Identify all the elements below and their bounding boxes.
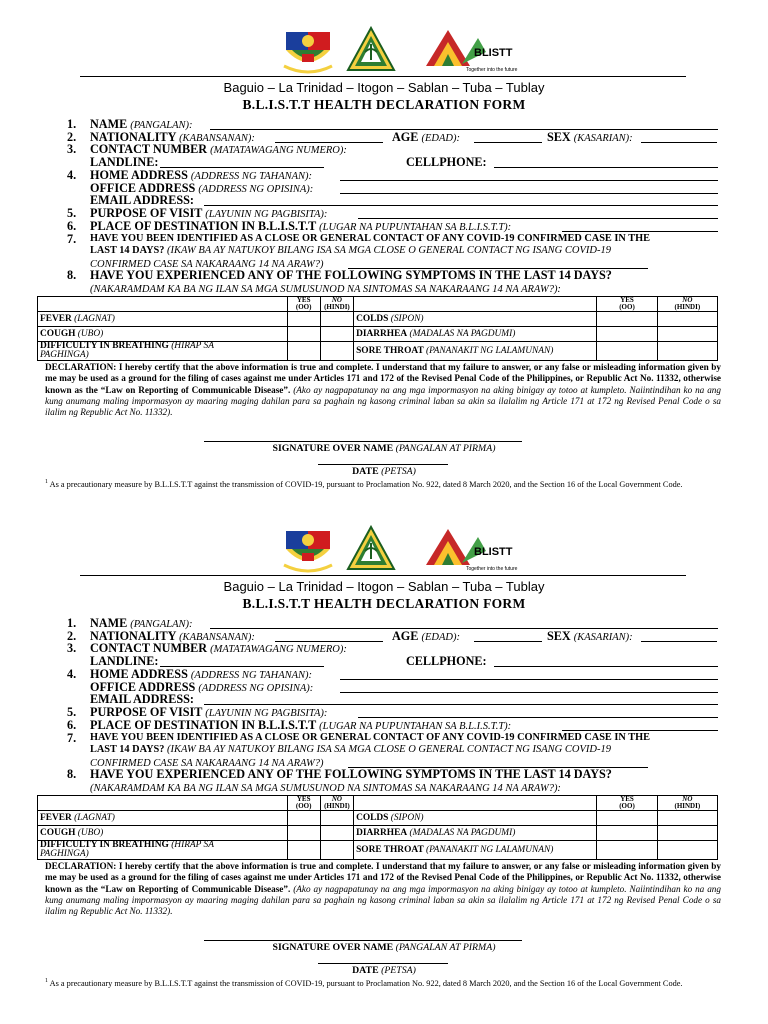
email-field[interactable] <box>204 205 718 206</box>
health-declaration-form-1: BLISTT Together into the future Baguio – La Trinidad – Itogon – Sablan – Tuba – Tublay B.L.I.S.T.T HEALTH DECLARATION FORM 1. NAME (PANGALAN): 2. NATIONALITY (KABANSANAN): AGE (EDAD): SEX (KASARIAN): 3. CONTACT NUMBER (MATATAWAGANG NUMERO): LANDLINE: CELLPHONE: 4. HOME ADDRESS (ADDRESS NG TAHANAN): OFFICE ADDRESS (ADDRESS NG OPISINA): EMAIL ADDRESS: 5. PURPOSE OF VISIT (LAYUNIN NG PAGBISITA): 6. PLACE OF DESTINATION IN B.L.I.S.T.T (LUGAR NA PUPUNTAHAN SA B.L.I.S.T.T): 7. HAVE YOU BEEN IDENTIFIED AS A CLOSE OR GENERAL CONTACT OF ANY COVID-19 CONFIRMED CASE IN THE LAST 14 DAYS? (IKAW BA AY NATUKOY BILANG ISA SA MGA CLOSE O GENERAL CONTACT NG ISANG COVID-19 CONFIRMED CASE SA NAKARAANG 14 NA ARAW?) 8. HAVE YOU EXPERIENCED ANY OF THE FOLLOWING SYMPTOMS IN THE LAST 14 DAYS? (NAKARAMDAM KA BA NG ILAN SA MGA SUMUSUNOD NA SINTOMAS SA NAKARAANG 14 NA ARAW?): YES (OO) NO (HINDI) YES (OO) NO (HINDI) FEVER (LAGNAT) COLDS (SIPON) COUGH (UBO) DIARRHEA (MADALAS NA PAGDUMI) DIFFICULTY IN BREATHING (HIRAP SA PAGHINGA) SORE THROAT (PANANAKIT NG LALAMUNAN) DECLARATION: I hereby certify that the above information is true and complete. I understand that my failure to answer, or any false or misleading information given by me may be used as a ground for the filing of cases against me under Articles 171 and 172 of the Revised Penal Code of the Philippines, or Republic Act No. 11332, otherwise known as the “Law on Reporting of Communicable Disease”. (Ako ay nagpapatunay na ang mga impormasyon na aking binigay ay totoo at kumpleto. Naiintindihan ko na ang kung anumang maling impormasyon ay maaring maging dahilan para sa paghain ng kasong criminal laban sa akin sa ilalalim ng Article 171 at 172 ng Revised Penal Code o sa ilalim ng Republic Act No. 11332). SIGNATURE OVER NAME (PANGALAN AT PIRMA) DATE (PETSA) $^1$ As a precautionary measure by B.L.I.S.T.T against the transmission of COVID-19, pursuant to Proclamation No. 922, dated 8 March 2020, and the Section 16 of the Local Government Code. <box>0 0 768 500</box>
home-address-field[interactable] <box>340 180 718 181</box>
signature-label: SIGNATURE OVER NAME (PANGALAN AT PIRMA) <box>272 942 496 953</box>
colds-yes-cell[interactable] <box>597 811 657 826</box>
diarrhea-label: DIARRHEA (MADALAS NA PAGDUMI) <box>354 327 597 342</box>
diarrhea-yes-cell[interactable] <box>597 826 657 841</box>
blistt-logo-icon <box>422 26 518 74</box>
no-header: NO (HINDI) <box>657 297 717 312</box>
footnote: $^1$ As a precautionary measure by B.L.I.S.T.T against the transmission of COVID-19, pursuant to Proclamation No. 922, dated 8 March 2020, and the Section 16 of the Local Government Code. <box>45 978 683 988</box>
colds-label: COLDS (SIPON) <box>354 312 597 327</box>
breathing-label: DIFFICULTY IN BREATHING (HIRAP SA PAGHINGA) <box>38 342 288 361</box>
svg-text:BLISTT: BLISTT <box>474 47 513 59</box>
philippine-seal-icon <box>282 525 334 573</box>
yes-header: YES (OO) <box>597 796 657 811</box>
throat-no-cell[interactable] <box>657 841 717 860</box>
home-address-field[interactable] <box>340 679 718 680</box>
cough-no-cell[interactable] <box>320 826 353 841</box>
throat-label: SORE THROAT (PANANAKIT NG LALAMUNAN) <box>354 841 597 860</box>
form-title: B.L.I.S.T.T HEALTH DECLARATION FORM <box>242 97 526 112</box>
fever-label: FEVER (LAGNAT) <box>38 811 288 826</box>
no-header: NO (HINDI) <box>320 796 353 811</box>
cellphone-field[interactable] <box>494 167 718 168</box>
date-label: DATE (PETSA) <box>352 965 416 976</box>
no-header: NO (HINDI) <box>657 796 717 811</box>
cough-label: COUGH (UBO) <box>38 826 288 841</box>
table-row <box>38 841 718 860</box>
municipal-seal-icon <box>346 26 396 74</box>
table-row <box>38 297 718 312</box>
destination-field[interactable] <box>562 730 718 731</box>
declaration-text: DECLARATION: I hereby certify that the above information is true and complete. I understand that my failure to answer, or any false or misleading information given by me may be used as a ground for the filing of cases against me under Articles 171 and 172 of the Revised Penal Code of the Philippines, or Republic Act No. 11332, otherwise known as the “Law on Reporting of Communicable Disease”. (Ako ay nagpapatunay na ang mga impormasyon na aking binigay ay totoo at kumpleto. Naiintindihan ko na ang kung anumang maling impormasyon ay maaring maging dahilan para sa paghain ng kasong criminal laban sa akin sa ilalalim ng Article 171 at 172 ng Revised Penal Code o sa ilalim ng Republic Act No. 11332). <box>45 362 722 418</box>
symptoms-table <box>37 795 718 860</box>
svg-text:Together into the future: Together into the future <box>466 566 518 572</box>
throat-yes-cell[interactable] <box>597 342 657 361</box>
breathing-yes-cell[interactable] <box>287 841 320 860</box>
table-row <box>38 327 718 342</box>
purpose-field[interactable] <box>358 218 718 219</box>
name-field[interactable] <box>210 628 718 629</box>
destination-field[interactable] <box>562 231 718 232</box>
table-row <box>38 796 718 811</box>
fever-yes-cell[interactable] <box>287 811 320 826</box>
cough-label: COUGH (UBO) <box>38 327 288 342</box>
fever-no-cell[interactable] <box>320 811 353 826</box>
breathing-no-cell[interactable] <box>320 342 353 361</box>
office-address-field[interactable] <box>340 193 718 194</box>
age-field[interactable] <box>474 142 542 143</box>
throat-no-cell[interactable] <box>657 342 717 361</box>
table-row <box>38 342 718 361</box>
cough-no-cell[interactable] <box>320 327 353 342</box>
signature-field[interactable] <box>204 441 522 442</box>
header-rule <box>80 76 686 77</box>
fever-no-cell[interactable] <box>320 312 353 327</box>
colds-yes-cell[interactable] <box>597 312 657 327</box>
municipalities-line: Baguio – La Trinidad – Itogon – Sablan – Tuba – Tublay <box>223 80 545 95</box>
age-field[interactable] <box>474 641 542 642</box>
philippine-seal-icon <box>282 26 334 74</box>
municipal-seal-icon <box>346 525 396 573</box>
office-address-field[interactable] <box>340 692 718 693</box>
cellphone-field[interactable] <box>494 666 718 667</box>
signature-field[interactable] <box>204 940 522 941</box>
breathing-yes-cell[interactable] <box>287 342 320 361</box>
signature-label: SIGNATURE OVER NAME (PANGALAN AT PIRMA) <box>272 443 496 454</box>
diarrhea-no-cell[interactable] <box>657 327 717 342</box>
fever-label: FEVER (LAGNAT) <box>38 312 288 327</box>
cough-yes-cell[interactable] <box>287 826 320 841</box>
logo-strip <box>282 26 518 74</box>
municipalities-line: Baguio – La Trinidad – Itogon – Sablan – Tuba – Tublay <box>223 579 545 594</box>
date-field[interactable] <box>318 464 448 465</box>
throat-label: SORE THROAT (PANANAKIT NG LALAMUNAN) <box>354 342 597 361</box>
declaration-text: DECLARATION: I hereby certify that the above information is true and complete. I understand that my failure to answer, or any false or misleading information given by me may be used as a ground for the filing of cases against me under Articles 171 and 172 of the Revised Penal Code of the Philippines, or Republic Act No. 11332, otherwise known as the “Law on Reporting of Communicable Disease”. (Ako ay nagpapatunay na ang mga impormasyon na aking binigay ay totoo at kumpleto. Naiintindihan ko na ang kung anumang maling impormasyon ay maaring maging dahilan para sa paghain ng kasong criminal laban sa akin sa ilalalim ng Article 171 at 172 ng Revised Penal Code o sa ilalim ng Republic Act No. 11332). <box>45 861 722 917</box>
purpose-field[interactable] <box>358 717 718 718</box>
breathing-no-cell[interactable] <box>320 841 353 860</box>
blistt-logo-icon <box>422 525 518 573</box>
colds-no-cell[interactable] <box>657 811 717 826</box>
sex-field[interactable] <box>641 142 717 143</box>
fever-yes-cell[interactable] <box>287 312 320 327</box>
cough-yes-cell[interactable] <box>287 327 320 342</box>
form-title: B.L.I.S.T.T HEALTH DECLARATION FORM <box>242 596 526 611</box>
sex-field[interactable] <box>641 641 717 642</box>
diarrhea-label: DIARRHEA (MADALAS NA PAGDUMI) <box>354 826 597 841</box>
svg-text:Together into the future: Together into the future <box>466 67 518 73</box>
yes-header: YES (OO) <box>287 297 320 312</box>
date-label: DATE (PETSA) <box>352 466 416 477</box>
no-header: NO (HINDI) <box>320 297 353 312</box>
footnote: $^1$ As a precautionary measure by B.L.I.S.T.T against the transmission of COVID-19, pursuant to Proclamation No. 922, dated 8 March 2020, and the Section 16 of the Local Government Code. <box>45 479 683 489</box>
diarrhea-no-cell[interactable] <box>657 826 717 841</box>
name-field[interactable] <box>210 129 718 130</box>
throat-yes-cell[interactable] <box>597 841 657 860</box>
table-row <box>38 312 718 327</box>
yes-header: YES (OO) <box>597 297 657 312</box>
yes-header: YES (OO) <box>287 796 320 811</box>
email-field[interactable] <box>204 704 718 705</box>
table-row <box>38 811 718 826</box>
table-row <box>38 826 718 841</box>
colds-label: COLDS (SIPON) <box>354 811 597 826</box>
logo-strip <box>282 525 518 573</box>
svg-text:BLISTT: BLISTT <box>474 546 513 558</box>
symptoms-table <box>37 296 718 361</box>
diarrhea-yes-cell[interactable] <box>597 327 657 342</box>
header-rule <box>80 575 686 576</box>
health-declaration-form-2: BLISTT Together into the future Baguio – La Trinidad – Itogon – Sablan – Tuba – Tublay B.L.I.S.T.T HEALTH DECLARATION FORM 1. NAME (PANGALAN): 2. NATIONALITY (KABANSANAN): AGE (EDAD): SEX (KASARIAN): 3. CONTACT NUMBER (MATATAWAGANG NUMERO): LANDLINE: CELLPHONE: 4. HOME ADDRESS (ADDRESS NG TAHANAN): OFFICE ADDRESS (ADDRESS NG OPISINA): EMAIL ADDRESS: 5. PURPOSE OF VISIT (LAYUNIN NG PAGBISITA): 6. PLACE OF DESTINATION IN B.L.I.S.T.T (LUGAR NA PUPUNTAHAN SA B.L.I.S.T.T): 7. HAVE YOU BEEN IDENTIFIED AS A CLOSE OR GENERAL CONTACT OF ANY COVID-19 CONFIRMED CASE IN THE LAST 14 DAYS? (IKAW BA AY NATUKOY BILANG ISA SA MGA CLOSE O GENERAL CONTACT NG ISANG COVID-19 CONFIRMED CASE SA NAKARAANG 14 NA ARAW?) 8. HAVE YOU EXPERIENCED ANY OF THE FOLLOWING SYMPTOMS IN THE LAST 14 DAYS? (NAKARAMDAM KA BA NG ILAN SA MGA SUMUSUNOD NA SINTOMAS SA NAKARAANG 14 NA ARAW?): YES (OO) NO (HINDI) YES (OO) NO (HINDI) FEVER (LAGNAT) COLDS (SIPON) COUGH (UBO) DIARRHEA (MADALAS NA PAGDUMI) DIFFICULTY IN BREATHING (HIRAP SA PAGHINGA) SORE THROAT (PANANAKIT NG LALAMUNAN) DECLARATION: I hereby certify that the above information is true and complete. I understand that my failure to answer, or any false or misleading information given by me may be used as a ground for the filing of cases against me under Articles 171 and 172 of the Revised Penal Code of the Philippines, or Republic Act No. 11332, otherwise known as the “Law on Reporting of Communicable Disease”. (Ako ay nagpapatunay na ang mga impormasyon na aking binigay ay totoo at kumpleto. Naiintindihan ko na ang kung anumang maling impormasyon ay maaring maging dahilan para sa paghain ng kasong criminal laban sa akin sa ilalalim ng Article 171 at 172 ng Revised Penal Code o sa ilalim ng Republic Act No. 11332). SIGNATURE OVER NAME (PANGALAN AT PIRMA) DATE (PETSA) $^1$ As a precautionary measure by B.L.I.S.T.T against the transmission of COVID-19, pursuant to Proclamation No. 922, dated 8 March 2020, and the Section 16 of the Local Government Code. <box>0 499 768 999</box>
date-field[interactable] <box>318 963 448 964</box>
colds-no-cell[interactable] <box>657 312 717 327</box>
breathing-label: DIFFICULTY IN BREATHING (HIRAP SA PAGHINGA) <box>38 841 288 860</box>
